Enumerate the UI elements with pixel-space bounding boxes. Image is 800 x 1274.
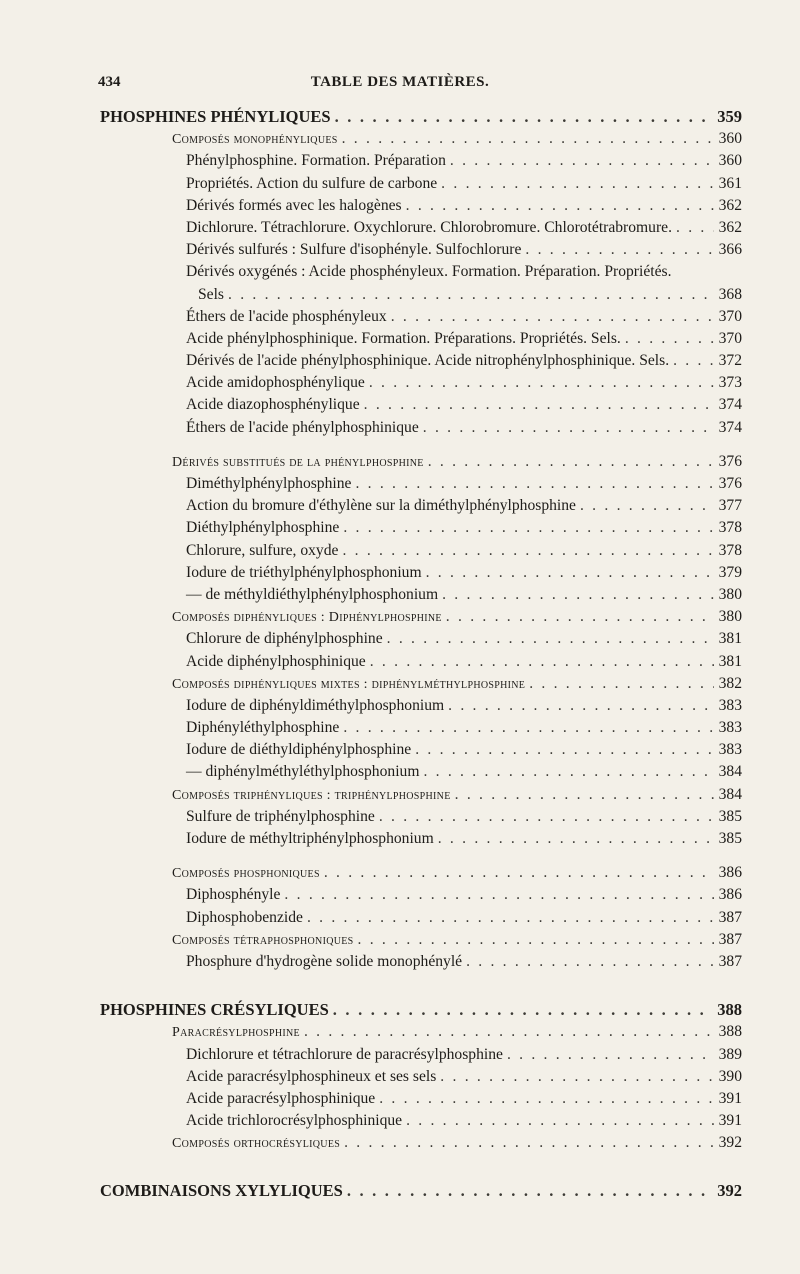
- toc-entry-title: Sels: [198, 285, 224, 303]
- toc-page-number: 382: [718, 674, 742, 692]
- dot-leader: [369, 372, 714, 394]
- toc-entry-title: Dérivés de l'acide phénylphosphinique. Acide nitrophénylphosphinique. Sels.: [186, 352, 670, 370]
- toc-page-number: 384: [718, 763, 742, 781]
- toc-entry: [100, 806, 742, 828]
- toc-entry: [100, 562, 742, 584]
- toc-page-number: 360: [718, 130, 742, 148]
- dot-leader: [355, 473, 714, 495]
- toc-entry: [100, 417, 742, 439]
- toc-entry-title: Dérivés formés avec les halogènes: [186, 196, 402, 214]
- toc-entry-title: Acide amidophosphénylique: [186, 374, 365, 392]
- toc-entry: [100, 195, 742, 217]
- toc-page-number: 377: [718, 497, 742, 515]
- toc-entry: [100, 739, 742, 761]
- dot-leader: [676, 217, 714, 239]
- toc-page-number: 370: [718, 329, 742, 347]
- toc-page-number: 370: [718, 307, 742, 325]
- toc-entry-title: Dérivés oxygénés : Acide phosphényleux. Formation. Préparation. Propriétés.: [186, 263, 672, 281]
- toc-page-number: 376: [718, 475, 742, 492]
- dot-leader: [344, 1132, 714, 1154]
- dot-leader: [387, 628, 714, 650]
- dot-leader: [466, 951, 714, 973]
- toc-entry-title: Dérivés substitués de la phénylphosphine: [172, 454, 424, 470]
- toc-subsection-heading: [100, 1132, 742, 1154]
- dot-leader: [379, 1088, 714, 1110]
- toc-entry-title: Composés monophényliques: [172, 132, 338, 148]
- toc-entry: [100, 651, 742, 673]
- toc-page-number: 362: [718, 218, 742, 236]
- dot-leader: [440, 1066, 714, 1088]
- dot-leader: [228, 284, 714, 306]
- toc-entry: [100, 761, 742, 783]
- page-number: 434: [98, 74, 121, 90]
- toc-page-number: 383: [718, 741, 742, 759]
- toc-entry: [100, 628, 742, 650]
- toc-subsection-heading: [100, 929, 742, 951]
- toc-entry: [100, 717, 742, 739]
- toc-entry: [100, 372, 742, 394]
- toc-entry-title: Éthers de l'acide phénylphosphinique: [186, 418, 419, 436]
- dot-leader: [448, 695, 714, 717]
- toc-entry-title: Iodure de diphényldiméthylphosphonium: [186, 696, 445, 714]
- toc-entry-title: Composés triphényliques : triphénylphosphine: [172, 787, 451, 803]
- toc-entry-title: Phénylphosphine. Formation. Préparation: [186, 152, 446, 170]
- dot-leader: [423, 761, 714, 783]
- page-header: [0, 74, 800, 98]
- toc-page-number: 373: [718, 374, 742, 392]
- toc-page-number: 391: [718, 1112, 742, 1130]
- toc-page-number: 387: [718, 930, 742, 948]
- dot-leader: [342, 540, 714, 562]
- section-spacer: [100, 439, 742, 451]
- toc-page-number: 368: [718, 285, 742, 303]
- toc-entry-title: Acide paracrésylphosphinique: [186, 1089, 376, 1107]
- toc-section-heading: [100, 106, 742, 128]
- toc-entry-title: Diphosphényle: [186, 886, 281, 904]
- toc-entry: [100, 306, 742, 328]
- toc-entry: [100, 350, 742, 372]
- dot-leader: [406, 195, 714, 217]
- toc-page-number: 384: [718, 785, 742, 803]
- running-title: TABLE DES MATIÈRES.: [310, 74, 490, 90]
- toc-entry-title: Chlorure de diphénylphosphine: [186, 630, 383, 648]
- toc-entry-title: Paracrésylphosphine: [172, 1025, 300, 1041]
- toc-page-number: 391: [718, 1089, 742, 1107]
- toc-entry: [100, 1066, 742, 1088]
- toc-entry: [100, 951, 742, 973]
- dot-leader: [446, 606, 714, 628]
- toc-entry-title: Éthers de l'acide phosphényleux: [186, 307, 387, 325]
- toc-page-number: 387: [718, 952, 742, 970]
- dot-leader: [343, 517, 714, 539]
- toc-entry-title: Composés phosphoniques: [172, 866, 320, 882]
- toc-page-number: 392: [718, 1134, 742, 1152]
- toc-page-number: 385: [718, 807, 742, 825]
- dot-leader: [580, 495, 714, 517]
- toc-page-number: 374: [718, 418, 742, 436]
- toc-entry-title: Diméthylphénylphosphine: [186, 475, 352, 492]
- toc-entry-title: Acide phénylphosphinique. Formation. Préparations. Propriétés. Sels.: [186, 329, 621, 347]
- toc-entry-title: Iodure de triéthylphénylphosphonium: [186, 563, 422, 581]
- toc-entry-title: Dérivés sulfurés : Sulfure d'isophényle. Sulfochlorure: [186, 241, 522, 259]
- toc-entry-title: Phosphure d'hydrogène solide monophénylé: [186, 952, 463, 970]
- toc-page-number: 359: [717, 107, 742, 126]
- toc-entry-title: Composés diphényliques : Diphénylphosphine: [172, 610, 442, 626]
- dot-leader: [507, 1044, 714, 1066]
- toc-subsection-heading: [100, 784, 742, 806]
- toc-subsection-heading: [100, 606, 742, 628]
- dot-leader: [358, 929, 714, 951]
- section-spacer: [100, 1154, 742, 1180]
- toc-entry: [100, 217, 742, 239]
- toc-entry: [100, 394, 742, 416]
- dot-leader: [428, 451, 714, 473]
- dot-leader: [438, 828, 714, 850]
- toc-page-number: 362: [718, 196, 742, 214]
- toc-page-number: 379: [718, 563, 742, 581]
- dot-leader: [529, 673, 714, 695]
- toc-entry-title: Action du bromure d'éthylène sur la diméthylphénylphosphine: [186, 497, 576, 515]
- toc-entry-title: COMBINAISONS XYLYLIQUES: [100, 1181, 343, 1201]
- toc-entry: [100, 828, 742, 850]
- dot-leader: [335, 106, 714, 128]
- dot-leader: [342, 128, 714, 150]
- toc-entry: [100, 328, 742, 350]
- dot-leader: [525, 239, 714, 261]
- toc-page-number: 387: [718, 908, 742, 926]
- dot-leader: [364, 394, 714, 416]
- toc-entry: [100, 173, 742, 195]
- toc-entry-title: PHOSPHINES CRÉSYLIQUES: [100, 1000, 329, 1020]
- toc-page-number: 386: [718, 886, 742, 904]
- dot-leader: [391, 306, 714, 328]
- section-spacer: [100, 850, 742, 862]
- toc-page-number: 372: [718, 352, 742, 370]
- toc-page-number: 383: [718, 719, 742, 737]
- toc-entry-title: Iodure de méthyltriphénylphosphonium: [186, 830, 434, 847]
- toc-page-number: 388: [717, 1000, 742, 1020]
- toc-entry: [100, 239, 742, 261]
- toc-entry-title: Composés tétraphosphoniques: [172, 932, 354, 948]
- toc-entry-title: Dichlorure. Tétrachlorure. Oxychlorure. Chlorobromure. Chlorotétrabromure.: [186, 218, 672, 236]
- toc-page-number: 366: [718, 241, 742, 259]
- toc-page-number: 381: [718, 630, 742, 648]
- toc-entry: [100, 884, 742, 906]
- toc-entry-title: Acide diphénylphosphinique: [186, 652, 366, 670]
- toc-entry-title: Dichlorure et tétrachlorure de paracrésylphosphine: [186, 1045, 503, 1063]
- section-spacer: [100, 973, 742, 999]
- toc-entry-title: Diphosphobenzide: [186, 908, 303, 926]
- toc-entry: [100, 284, 742, 306]
- toc-page-number: 386: [718, 864, 742, 882]
- toc-subsection-heading: [100, 1021, 742, 1043]
- toc-entry-title: Composés orthocrésyliques: [172, 1136, 341, 1152]
- toc-page-number: 378: [718, 541, 742, 559]
- dot-leader: [415, 739, 714, 761]
- toc-entry: [100, 695, 742, 717]
- toc-entry: [100, 540, 742, 562]
- toc-entry: [100, 1110, 742, 1132]
- toc-section-heading: [100, 999, 742, 1021]
- dot-leader: [333, 999, 713, 1021]
- dot-leader: [284, 884, 714, 906]
- toc-entry: [100, 907, 742, 929]
- toc-entry: [100, 1044, 742, 1066]
- dot-leader: [343, 717, 714, 739]
- dot-leader: [442, 584, 714, 606]
- toc-entry: [100, 473, 742, 495]
- toc-entry-title: Iodure de diéthyldiphénylphosphine: [186, 741, 412, 759]
- toc-page-number: 378: [718, 519, 742, 537]
- toc-entry-title: Sulfure de triphénylphosphine: [186, 807, 375, 825]
- toc-page-number: 381: [718, 652, 742, 670]
- toc-page-number: 383: [718, 696, 742, 714]
- toc-section-heading: [100, 1180, 742, 1202]
- toc-page-number: 390: [718, 1067, 742, 1085]
- toc-page-number: 361: [718, 174, 742, 192]
- dot-leader: [406, 1110, 714, 1132]
- toc-entry-title: Acide diazophosphénylique: [186, 396, 360, 414]
- toc-page-number: 380: [718, 585, 742, 603]
- dot-leader: [379, 806, 714, 828]
- toc-entry: [100, 1088, 742, 1110]
- toc-entry-title: — diphénylméthyléthylphosphonium: [186, 763, 420, 781]
- dot-leader: [673, 350, 714, 372]
- toc-entry-title: Diéthylphénylphosphine: [186, 519, 340, 537]
- toc-subsection-heading: [100, 862, 742, 884]
- toc-page-number: 388: [718, 1023, 742, 1041]
- dot-leader: [455, 784, 714, 806]
- toc-subsection-heading: [100, 451, 742, 473]
- toc-subsection-heading: [100, 128, 742, 150]
- toc-entry: [100, 495, 742, 517]
- toc-page-number: 374: [718, 396, 742, 414]
- toc-page-number: 360: [718, 152, 742, 170]
- dot-leader: [304, 1021, 714, 1043]
- table-of-contents: [100, 106, 742, 1203]
- dot-leader: [423, 417, 714, 439]
- toc-page-number: 392: [717, 1181, 742, 1201]
- toc-page-number: 380: [718, 608, 742, 626]
- toc-page-number: 376: [718, 452, 742, 470]
- toc-entry-title: PHOSPHINES PHÉNYLIQUES: [100, 107, 331, 126]
- dot-leader: [426, 562, 714, 584]
- dot-leader: [625, 328, 714, 350]
- dot-leader: [307, 907, 714, 929]
- dot-leader: [441, 173, 714, 195]
- dot-leader: [347, 1180, 713, 1202]
- toc-entry: [100, 584, 742, 606]
- toc-entry-title: Acide paracrésylphosphineux et ses sels: [186, 1067, 437, 1085]
- dot-leader: [324, 862, 714, 884]
- dot-leader: [450, 150, 714, 172]
- toc-entry: [100, 261, 742, 283]
- toc-entry: [100, 517, 742, 539]
- toc-entry: [100, 150, 742, 172]
- toc-subsection-heading: [100, 673, 742, 695]
- toc-page-number: 385: [718, 830, 742, 847]
- toc-entry-title: Acide trichlorocrésylphosphinique: [186, 1112, 403, 1130]
- toc-entry-title: Diphényléthylphosphine: [186, 719, 340, 737]
- toc-entry-title: Chlorure, sulfure, oxyde: [186, 541, 339, 559]
- toc-entry-title: Composés diphényliques mixtes : diphénylméthylphosphine: [172, 676, 526, 692]
- toc-entry-title: — de méthyldiéthylphénylphosphonium: [186, 585, 439, 603]
- dot-leader: [370, 651, 714, 673]
- toc-entry-title: Propriétés. Action du sulfure de carbone: [186, 174, 438, 192]
- toc-page-number: 389: [718, 1045, 742, 1063]
